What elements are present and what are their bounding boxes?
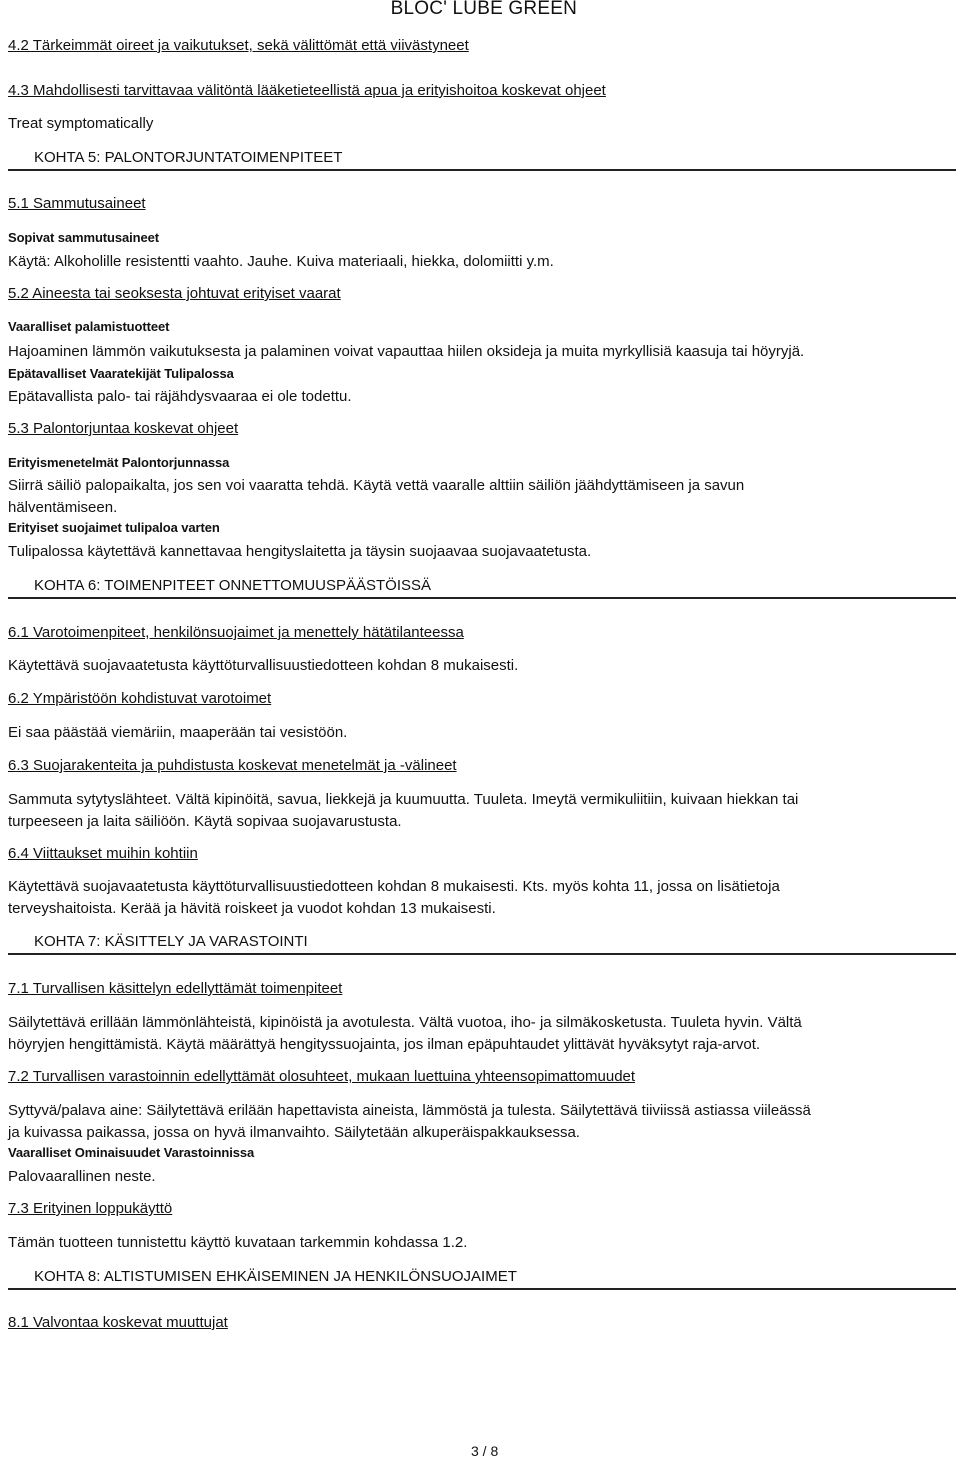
section-5-3-heading: 5.3 Palontorjuntaa koskevat ohjeet <box>8 420 239 437</box>
section-5-2-subheading-1: Vaaralliset palamistuotteet <box>8 319 170 334</box>
page-number: 3 / 8 <box>471 1443 499 1459</box>
section-5-3-subheading-1: Erityismenetelmät Palontorjunnassa <box>8 455 230 470</box>
section-7-2-body-2: ja kuivassa paikassa, jossa on hyvä ilmanvaihto. Säilytetään alkuperäispakkauksessa. <box>8 1124 580 1141</box>
section-5-3-body-3: Tulipalossa käytettävä kannettavaa hengityslaitetta ja täysin suojaavaa suojavaatetusta. <box>8 543 592 560</box>
section-5-2-heading: 5.2 Aineesta tai seoksesta johtuvat erityiset vaarat <box>8 285 341 302</box>
section-7-title: KOHTA 7: KÄSITTELY JA VARASTOINTI <box>34 933 308 950</box>
section-8-box <box>8 1264 956 1290</box>
section-5-2-subheading-2: Epätavalliset Vaaratekijät Tulipalossa <box>8 366 234 381</box>
section-7-2-body-1: Syttyvä/palava aine: Säilytettävä erilään hapettavista aineista, lämmöstä ja tulesta. Säilytettävä tiiviissä astiassa viileässä <box>8 1102 811 1119</box>
section-6-4-body-1: Käytettävä suojavaatetusta käyttöturvallisuustiedotteen kohdan 8 mukaisesti. Kts. myös kohta 11, jossa on lisätietoja <box>8 878 780 895</box>
section-6-2-heading: 6.2 Ympäristöön kohdistuvat varotoimet <box>8 690 272 707</box>
section-6-title: KOHTA 6: TOIMENPITEET ONNETTOMUUSPÄÄSTÖISSÄ <box>34 577 432 594</box>
section-6-1-heading: 6.1 Varotoimenpiteet, henkilönsuojaimet ja menettely hätätilanteessa <box>8 624 464 641</box>
section-5-3-body-2: hälventämiseen. <box>8 499 118 516</box>
section-4-3-heading: 4.3 Mahdollisesti tarvittavaa välitöntä lääketieteellistä apua ja erityishoitoa koskevat ohjeet <box>8 82 606 99</box>
section-8-1-heading: 8.1 Valvontaa koskevat muuttujat <box>8 1314 228 1331</box>
section-6-box <box>8 573 956 599</box>
product-name-header: BLOC' LUBE GREEN <box>390 0 577 19</box>
section-7-2-heading: 7.2 Turvallisen varastoinnin edellyttämät olosuhteet, mukaan luettuina yhteensopimattomuudet <box>8 1068 636 1085</box>
section-7-box <box>8 929 956 955</box>
section-5-title: KOHTA 5: PALONTORJUNTATOIMENPITEET <box>34 149 343 166</box>
section-6-3-body-2: turpeeseen ja laita säiliöön. Käytä sopivaa suojavarustusta. <box>8 813 402 830</box>
section-7-2-body-3: Palovaarallinen neste. <box>8 1168 156 1185</box>
section-7-3-body: Tämän tuotteen tunnistettu käyttö kuvataan tarkemmin kohdassa 1.2. <box>8 1234 468 1251</box>
section-5-2-body-1: Hajoaminen lämmön vaikutuksesta ja palaminen voivat vapauttaa hiilen oksideja ja muita myrkyllisiä kaasuja tai höyryjä. <box>8 343 805 360</box>
section-7-1-body-1: Säilytettävä erillään lämmönlähteistä, kipinöistä ja avotulesta. Vältä vuotoa, iho- ja silmäkosketusta. Tuuleta hyvin. Vältä <box>8 1014 802 1031</box>
section-5-1-heading: 5.1 Sammutusaineet <box>8 195 146 212</box>
section-6-2-body: Ei saa päästää viemäriin, maaperään tai vesistöön. <box>8 724 348 741</box>
section-8-title: KOHTA 8: ALTISTUMISEN EHKÄISEMINEN JA HENKILÖNSUOJAIMET <box>34 1268 517 1285</box>
section-5-box <box>8 145 956 171</box>
section-6-3-body-1: Sammuta sytytyslähteet. Vältä kipinöitä, savua, liekkejä ja kuumuutta. Tuuleta. Imeytä vermikuliitiin, kuivaan hiekkan tai <box>8 791 799 808</box>
section-6-4-body-2: terveyshaitoista. Kerää ja hävitä roiskeet ja vuodot kohdan 13 mukaisesti. <box>8 900 496 917</box>
section-7-1-body-2: höyryjen hengittämistä. Käytä määrättyä hengityssuojainta, jos ilman epäpuhtaudet ylittävät hyväksytyt raja-arvot. <box>8 1036 761 1053</box>
section-6-4-heading: 6.4 Viittaukset muihin kohtiin <box>8 845 198 862</box>
section-7-1-heading: 7.1 Turvallisen käsittelyn edellyttämät toimenpiteet <box>8 980 343 997</box>
section-6-3-heading: 6.3 Suojarakenteita ja puhdistusta koskevat menetelmät ja -välineet <box>8 757 457 774</box>
section-5-2-body-2: Epätavallista palo- tai räjähdysvaaraa ei ole todettu. <box>8 388 352 405</box>
section-5-3-subheading-2: Erityiset suojaimet tulipaloa varten <box>8 520 220 535</box>
section-5-1-subheading: Sopivat sammutusaineet <box>8 230 159 245</box>
section-7-3-heading: 7.3 Erityinen loppukäyttö <box>8 1200 173 1217</box>
section-6-1-body: Käytettävä suojavaatetusta käyttöturvallisuustiedotteen kohdan 8 mukaisesti. <box>8 657 519 674</box>
section-7-2-subheading: Vaaralliset Ominaisuudet Varastoinnissa <box>8 1145 255 1160</box>
section-4-3-body: Treat symptomatically <box>8 115 154 132</box>
section-5-1-body: Käytä: Alkoholille resistentti vaahto. Jauhe. Kuiva materiaali, hiekka, dolomiitti y.m. <box>8 253 554 270</box>
section-5-3-body-1: Siirrä säiliö palopaikalta, jos sen voi vaaratta tehdä. Käytä vettä vaaralle alttiin säiliön jäähdyttämiseen ja savun <box>8 477 745 494</box>
section-4-2-heading: 4.2 Tärkeimmät oireet ja vaikutukset, sekä välittömät että viivästyneet <box>8 37 469 54</box>
